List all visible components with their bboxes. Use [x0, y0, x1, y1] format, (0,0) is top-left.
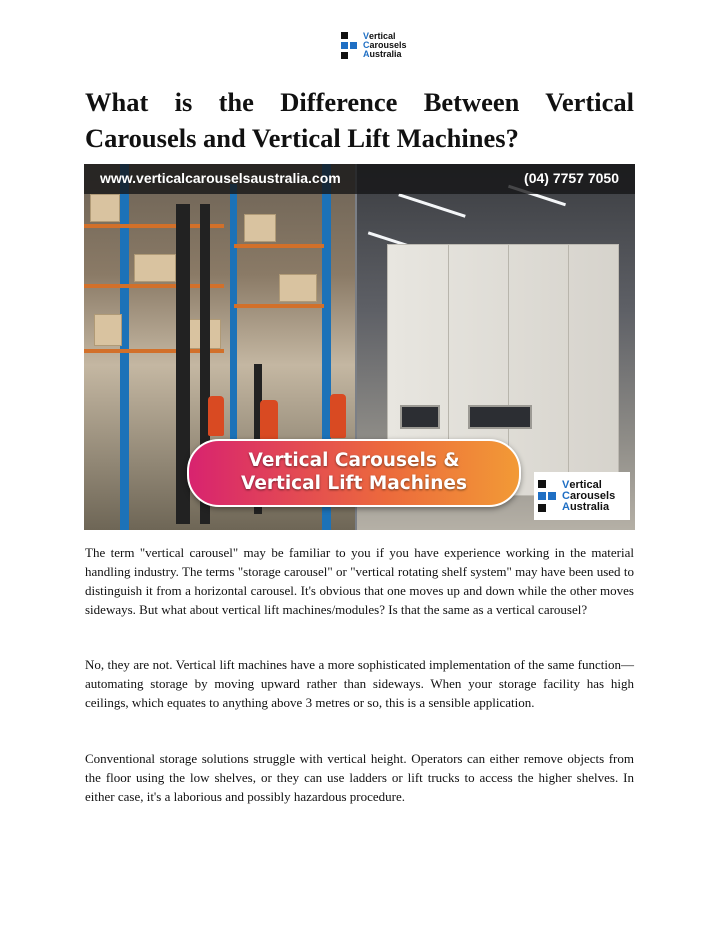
hero-logo [534, 472, 630, 520]
site-logo[interactable] [341, 28, 431, 62]
page-title: What is the Difference Between Vertical Carousels and Vertical Lift Machines? [85, 87, 634, 153]
hero-phone-number: (04) 7757 7050 [524, 170, 619, 186]
logo-squares-icon [538, 480, 558, 512]
logo-wordmark: Vertical Carousels Australia [363, 30, 407, 59]
logo-squares-icon [341, 32, 359, 59]
hero-logo-wordmark: Vertical Carousels Australia [562, 478, 616, 513]
hero-banner [187, 439, 521, 507]
body-paragraph-2: No, they are not. Vertical lift machines have a more sophisticated implementation of the same function—automating storage by moving upward rather than sideways. When your storage facility has high ceilings, which equates to anything above 3 metres or so, this is a sensible application. [85, 657, 634, 710]
hero-banner-line2: Vertical Lift Machines [241, 473, 467, 494]
hero-image [84, 164, 635, 530]
body-paragraph-1: The term "vertical carousel" may be familiar to you if you have experience working in the material handling industry. The terms "storage carousel" or "vertical rotating shelf system" may have been used to distinguish it from a horizontal carousel. It's obvious that one moves up and down while the other moves sideways. But what about vertical lift machines/modules? Is that the same as a vertical carousel? [85, 545, 634, 617]
hero-banner-line1: Vertical Carousels & [248, 450, 460, 471]
body-paragraph-3: Conventional storage solutions struggle with vertical height. Operators can either remove objects from the floor using the low shelves, or they can use ladders or lift trucks to access the higher shelves. In either case, it's a laborious and possibly hazardous procedure. [85, 751, 634, 804]
hero-website-url: www.verticalcarouselsaustralia.com [100, 170, 341, 186]
